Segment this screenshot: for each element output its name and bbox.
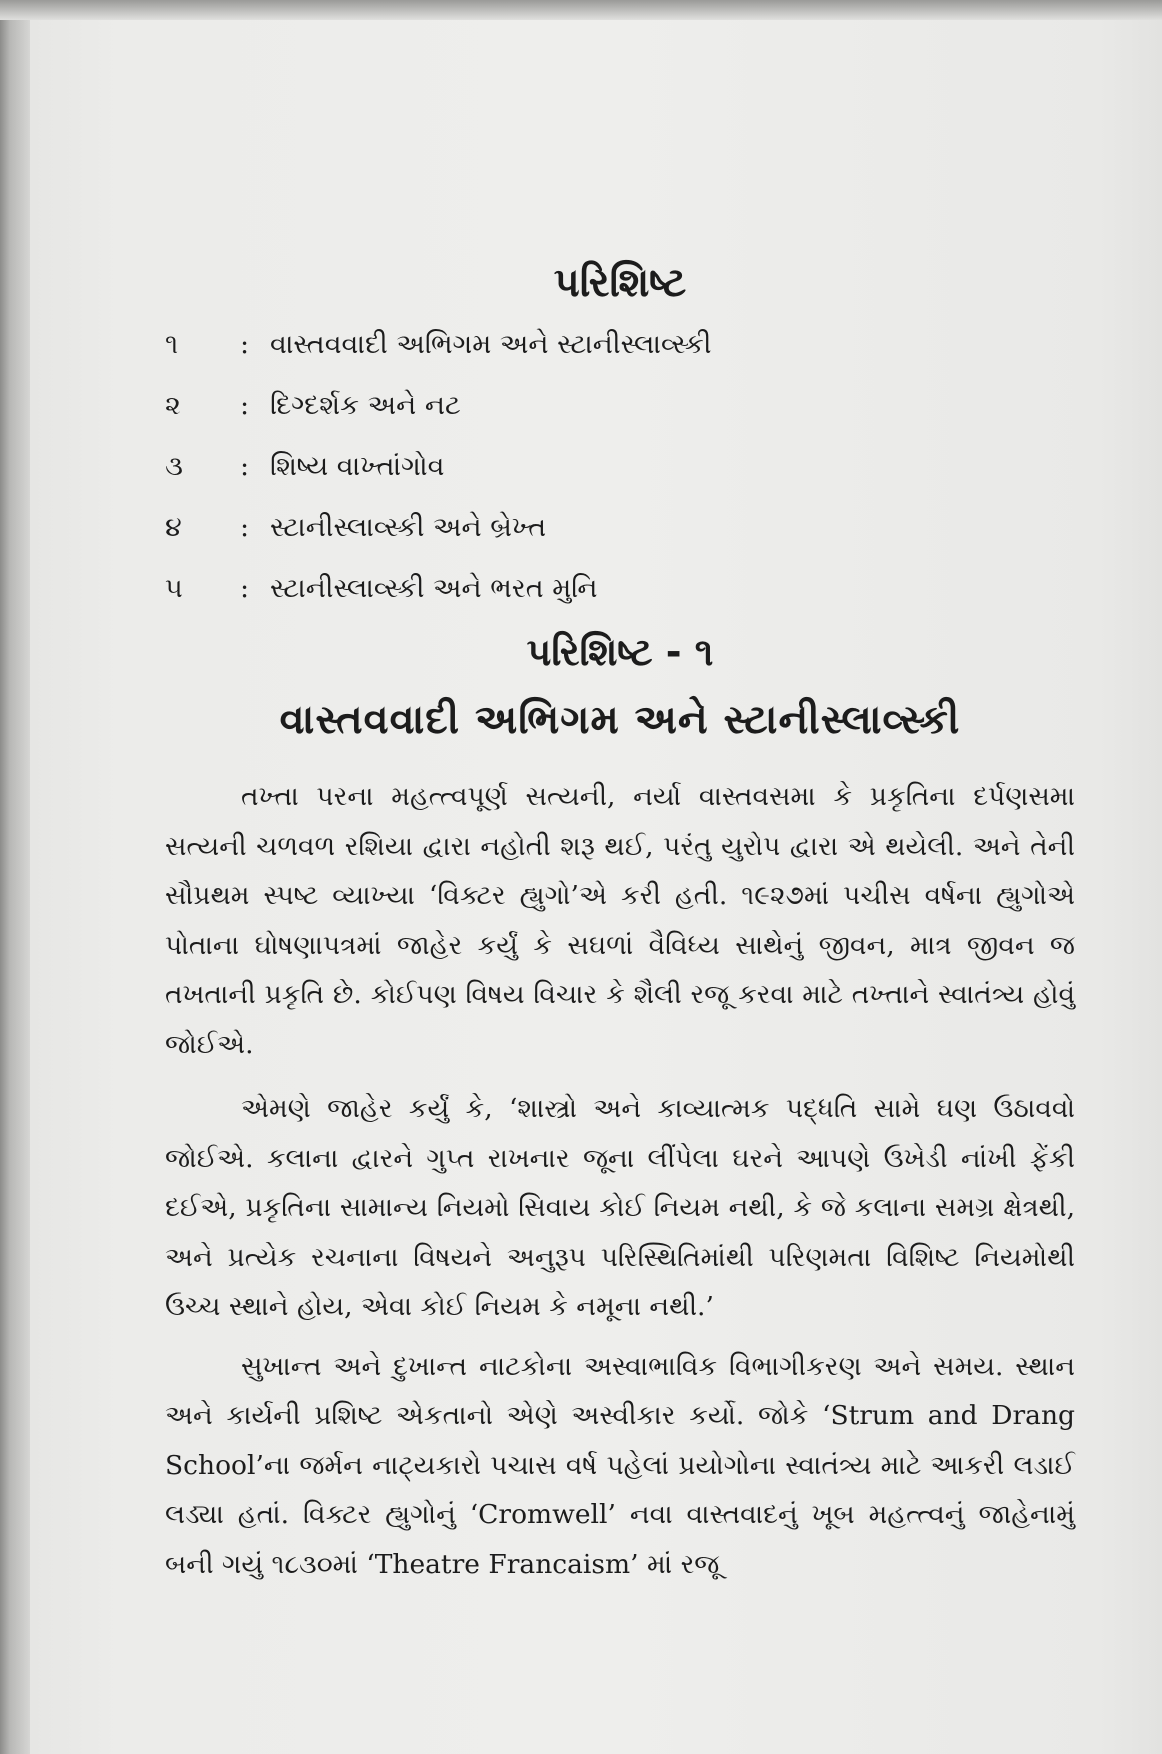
section-title: વાસ્તવવાદી અભિગમ અને સ્ટાનીસ્લાવ્સ્કી <box>279 697 961 743</box>
list-item-title: વાસ્તવવાદી અભિગમ અને સ્ટાનીસ્લાવ્સ્કી <box>270 329 712 360</box>
list-item-title: સ્ટાનીસ્લાવ્સ્કી અને બ્રેખ્ત <box>270 512 547 543</box>
list-item-title: શિષ્ય વાખ્તાંગોવ <box>270 451 445 482</box>
list-item-number: ૪ <box>165 512 182 543</box>
appendix-contents-list <box>165 325 1075 630</box>
list-item-title: દિગ્દર્શક અને નટ <box>270 390 461 421</box>
list-item <box>165 325 1075 386</box>
list-item-separator: : <box>240 512 250 543</box>
list-item-number: ૫ <box>165 573 183 604</box>
list-item-title: સ્ટાનીસ્લાવ્સ્કી અને ભરત મુનિ <box>270 573 598 604</box>
list-item-number: ૩ <box>165 451 183 482</box>
body-paragraph: એમણે જાહેર કર્યું કે, ‘શાસ્ત્રો અને કાવ્યાત્મક પદ્ધતિ સામે ઘણ ઉઠાવવો જોઈએ. કલાના દ્વારને ગુપ્ત રાખનાર જૂના લીંપેલા ઘરને આપણે ઉખેડી નાંખી ફેંકી દઈએ, પ્રકૃતિના સામાન્ય નિયમો સિવાય કોઈ નિયમ નથી, કે જે કલાના સમગ્ર ક્ષેત્રથી, અને પ્રત્યેક રચનાના વિષયને અનુરૂપ પરિસ્થિતિમાંથી પરિણમતા વિશિષ્ટ નિયમોથી ઉચ્ચ સ્થાને હોય, એવા કોઈ નિયમ કે નમૂના નથી.’ <box>165 1093 1075 1322</box>
body-paragraph: સુખાન્ત અને દુખાન્ત નાટકોના અસ્વાભાવિક વિભાગીકરણ અને સમય. સ્થાન અને કાર્યની પ્રશિષ્ટ એકતાનો એણે અસ્વીકાર કર્યો. જોકે ‘Strum and Drang School’ના જર્મન નાટ્યકારો પચાસ વર્ષ પહેલાં પ્રયોગોના સ્વાતંત્ર્ય માટે આકરી લડાઈ લડ્યા હતાં. વિક્ટર હ્યુગોનું ‘Cromwell’ નવા વાસ્તવાદનું ખૂબ મહત્ત્વનું જાહેનામું બની ગયું ૧૮૩૦માં ‘Theatre Francaism’ માં રજૂ <box>165 1350 1075 1580</box>
page-binding-shadow <box>0 0 30 1754</box>
page-top-edge <box>0 0 1162 20</box>
list-item-separator: : <box>240 451 250 482</box>
list-item-number: ૨ <box>165 390 181 421</box>
page-content <box>165 255 1075 1589</box>
list-item <box>165 386 1075 447</box>
list-item-separator: : <box>240 390 250 421</box>
list-item <box>165 447 1075 508</box>
appendix-heading: પરિશિષ્ટ <box>553 260 687 306</box>
list-item-number: ૧ <box>165 329 179 360</box>
list-item-separator: : <box>240 329 250 360</box>
list-item <box>165 569 1075 630</box>
list-item <box>165 508 1075 569</box>
body-paragraph: તખ્તા પરના મહત્ત્વપૂર્ણ સત્યની, નર્યા વાસ્તવસમા કે પ્રકૃતિના દર્પણસમા સત્યની ચળવળ રશિયા દ્વારા નહોતી શરૂ થઈ, પરંતુ યુરોપ દ્વારા એ થયેલી. અને તેની સૌપ્રથમ સ્પષ્ટ વ્યાખ્યા ‘વિક્ટર હ્યુગો’એ કરી હતી. ૧૯૨૭માં પચીસ વર્ષના હ્યુગોએ પોતાના ઘોષણાપત્રમાં જાહેર કર્યું કે સઘળાં વૈવિધ્ય સાથેનું જીવન, માત્ર જીવન જ તખતાની પ્રકૃતિ છે. કોઈપણ વિષય વિચાર કે શૈલી રજૂ કરવા માટે તખ્તાને સ્વાતંત્ર્ય હોવું જોઈએ. <box>165 781 1075 1060</box>
list-item-separator: : <box>240 573 250 604</box>
section-heading: પરિશિષ્ટ - ૧ <box>526 630 714 674</box>
